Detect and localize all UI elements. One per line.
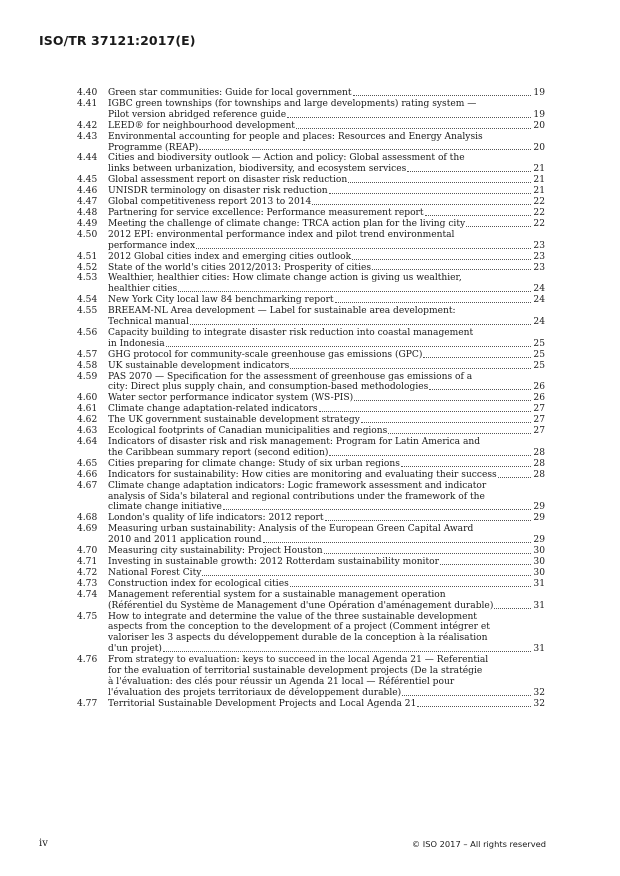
toc-entry-title-line: Capacity building to integrate disaster risk reduction into coastal management: [108, 327, 474, 338]
dot-leader: [353, 95, 532, 96]
toc-entry[interactable]: [77, 699, 545, 710]
dot-leader: [352, 259, 531, 260]
toc-entry[interactable]: [77, 404, 545, 415]
toc-entry-page: 22: [533, 197, 545, 208]
dot-leader: [407, 171, 531, 172]
dot-leader: [325, 520, 532, 521]
toc-entry-page: 26: [533, 393, 545, 404]
dot-leader: [402, 695, 531, 696]
toc-entry-number: 4.58: [77, 360, 98, 371]
toc-entry-number: 4.63: [77, 426, 98, 437]
table-of-contents: [77, 88, 545, 710]
toc-entry-number: 4.40: [77, 88, 98, 98]
toc-entry-page: 24: [533, 317, 545, 328]
toc-entry[interactable]: [77, 557, 545, 568]
toc-entry-title-line: New York City local law 84 benchmarking report: [108, 295, 334, 306]
toc-entry-title-line: Pilot version abridged reference guide: [108, 109, 287, 120]
toc-entry-page: 30: [533, 556, 545, 567]
toc-entry-title-line: Measuring city sustainability: Project Houston: [108, 546, 323, 557]
toc-entry-number: 4.52: [77, 262, 98, 273]
toc-entry-page: 22: [533, 207, 545, 218]
toc-entry-number: 4.73: [77, 578, 98, 589]
toc-entry-title-line: Cities and biodiversity outlook — Action and policy: Global assessment of the: [108, 153, 465, 164]
toc-entry-title-line: Wealthier, healthier cities: How climate change action is giving us wealthier,: [108, 273, 462, 284]
toc-entry-title-line: GHG protocol for community-scale greenhouse gas emissions (GPC): [108, 349, 423, 360]
toc-entry[interactable]: [77, 612, 545, 656]
toc-entry[interactable]: [77, 175, 545, 186]
toc-entry[interactable]: [77, 590, 545, 612]
toc-entry-number: 4.67: [77, 480, 98, 491]
toc-entry-title-line: climate change initiative: [108, 502, 222, 513]
toc-entry-page: 26: [533, 382, 545, 393]
toc-entry-title-line: Construction index for ecological cities: [108, 578, 289, 589]
toc-entry-title-line: (Référentiel du Système de Management d'une Opération d'aménagement durable): [108, 600, 494, 611]
toc-entry-page: 25: [533, 349, 545, 360]
toc-entry[interactable]: [77, 295, 545, 306]
toc-entry-number: 4.65: [77, 458, 98, 469]
page-number: iv: [39, 838, 48, 849]
toc-entry-page: 21: [533, 186, 545, 197]
page-footer: [39, 838, 546, 852]
toc-entry-title-line: d'un projet): [108, 644, 162, 655]
toc-entry-page: 21: [533, 175, 545, 186]
toc-entry-page: 23: [533, 262, 545, 273]
toc-entry-page: 32: [533, 687, 545, 698]
toc-entry-number: 4.61: [77, 404, 98, 415]
toc-entry-title-line: From strategy to evaluation: keys to succeed in the local Agenda 21 — Referential: [108, 655, 489, 666]
toc-entry-page: 19: [533, 88, 545, 98]
toc-entry-title-line: in Indonesia: [108, 338, 165, 349]
toc-entry-page: 23: [533, 240, 545, 251]
toc-entry-number: 4.60: [77, 393, 98, 404]
toc-entry-title-line: Water sector performance indicator system (WS-PIS): [108, 393, 354, 404]
toc-entry-title-line: State of the world's cities 2012/2013: Prosperity of cities: [108, 262, 372, 273]
toc-entry-title-line: Climate change adaptation indicators: Logic framework assessment and indicator: [108, 480, 487, 491]
toc-entry[interactable]: [77, 186, 545, 197]
toc-entry[interactable]: [77, 121, 545, 132]
toc-entry-number: 4.72: [77, 567, 98, 578]
dot-leader: [324, 553, 532, 554]
toc-entry-number: 4.57: [77, 349, 98, 360]
toc-entry-page: 20: [533, 142, 545, 153]
dot-leader: [329, 455, 531, 456]
toc-entry-title-line: Indicators for sustainability: How cities are monitoring and evaluating their success: [108, 469, 497, 480]
dot-leader: [466, 226, 531, 227]
toc-entry-page: 27: [533, 404, 545, 415]
toc-entry-number: 4.50: [77, 229, 98, 240]
toc-entry-title-line: Partnering for service excellence: Performance measurement report: [108, 207, 424, 218]
toc-entry-title-line: BREEAM-NL Area development — Label for sustainable area development:: [108, 306, 456, 317]
toc-entry-number: 4.70: [77, 546, 98, 557]
toc-entry-number: 4.59: [77, 371, 98, 382]
toc-entry[interactable]: [77, 579, 545, 590]
toc-entry-number: 4.45: [77, 175, 98, 186]
toc-entry[interactable]: [77, 415, 545, 426]
toc-entry-number: 4.66: [77, 469, 98, 480]
toc-entry-number: 4.51: [77, 251, 98, 262]
dot-leader: [199, 149, 531, 150]
toc-entry-title-line: Meeting the challenge of climate change: TRCA action plan for the living city: [108, 218, 466, 229]
toc-entry-page: 30: [533, 567, 545, 578]
toc-entry-page: 24: [533, 295, 545, 306]
dot-leader: [329, 193, 532, 194]
toc-entry-page: 19: [533, 109, 545, 120]
dot-leader: [401, 466, 532, 467]
toc-entry-page: 28: [533, 447, 545, 458]
toc-entry[interactable]: [77, 252, 545, 263]
toc-entry-page: 25: [533, 338, 545, 349]
toc-entry-title-line: Environmental accounting for people and places: Resources and Energy Analysis: [108, 131, 483, 142]
toc-entry-page: 29: [533, 535, 545, 546]
dot-leader: [335, 302, 532, 303]
toc-entry-title-line: à l'évaluation: des clés pour réussir un Agenda 21 local — Référentiel pour: [108, 676, 455, 687]
dot-leader: [190, 324, 532, 325]
dot-leader: [166, 346, 532, 347]
toc-entry-title-line: LEED® for neighbourhood development: [108, 120, 295, 131]
dot-leader: [290, 368, 531, 369]
dot-leader: [163, 651, 531, 652]
dot-leader: [354, 400, 531, 401]
toc-entry-number: 4.48: [77, 207, 98, 218]
dot-leader: [498, 477, 532, 478]
toc-entry-number: 4.46: [77, 186, 98, 197]
toc-entry-title-line: Programme (REAP): [108, 142, 199, 153]
dot-leader: [290, 586, 532, 587]
toc-entry-title-line: National Forest City: [108, 567, 202, 578]
toc-entry-number: 4.49: [77, 218, 98, 229]
toc-entry-title-line: How to integrate and determine the value of the three sustainable development: [108, 611, 477, 622]
toc-entry-page: 25: [533, 360, 545, 371]
toc-entry-number: 4.56: [77, 327, 98, 338]
toc-entry-title-line: healthier cities: [108, 284, 178, 295]
toc-entry-page: 29: [533, 513, 545, 524]
toc-entry-number: 4.62: [77, 415, 98, 426]
toc-entry-title-line: 2012 Global cities index and emerging cities outlook: [108, 251, 352, 262]
toc-entry-title-line: Territorial Sustainable Development Projects and Local Agenda 21: [108, 698, 417, 709]
toc-entry[interactable]: [77, 306, 545, 328]
toc-entry-page: 31: [533, 644, 545, 655]
toc-entry-title-line: Measuring urban sustainability: Analysis of the European Green Capital Award: [108, 524, 474, 535]
toc-entry-page: 31: [533, 578, 545, 589]
toc-entry[interactable]: [77, 524, 545, 546]
toc-entry-title-line: analysis of Sida's bilateral and regional contributions under the framework of the: [108, 491, 485, 502]
toc-entry-title-line: for the evaluation of territorial sustainable development projects (De la stratégie: [108, 666, 483, 677]
toc-entry-title-line: IGBC green townships (for townships and large developments) rating system —: [108, 98, 477, 109]
toc-entry-title-line: Ecological footprints of Canadian municipalities and regions: [108, 426, 388, 437]
toc-entry-page: 30: [533, 546, 545, 557]
toc-entry[interactable]: [77, 230, 545, 252]
toc-entry[interactable]: [77, 470, 545, 481]
toc-entry[interactable]: [77, 459, 545, 470]
toc-entry-page: 20: [533, 120, 545, 131]
dot-leader: [319, 411, 532, 412]
toc-entry-number: 4.74: [77, 589, 98, 600]
toc-entry-title-line: valoriser les 3 aspects du développement durable de la conception à la réalisation: [108, 633, 488, 644]
toc-entry-page: 29: [533, 502, 545, 513]
toc-entry-number: 4.54: [77, 295, 98, 306]
toc-entry[interactable]: [77, 372, 545, 394]
toc-entry-page: 28: [533, 458, 545, 469]
toc-entry-title-line: London's quality of life indicators: 2012 report: [108, 513, 324, 524]
dot-leader: [178, 291, 531, 292]
toc-entry[interactable]: [77, 153, 545, 175]
toc-entry-number: 4.43: [77, 131, 98, 142]
toc-entry[interactable]: [77, 481, 545, 514]
toc-entry-page: 23: [533, 251, 545, 262]
toc-entry[interactable]: [77, 88, 545, 99]
toc-entry[interactable]: [77, 99, 545, 121]
toc-entry[interactable]: [77, 208, 545, 219]
dot-leader: [423, 357, 531, 358]
toc-entry[interactable]: [77, 568, 545, 579]
toc-entry-number: 4.68: [77, 513, 98, 524]
dot-leader: [196, 248, 531, 249]
toc-entry-number: 4.71: [77, 556, 98, 567]
toc-entry-title-line: Indicators of disaster risk and risk management: Program for Latin America and: [108, 437, 481, 447]
toc-entry[interactable]: [77, 546, 545, 557]
dot-leader: [440, 564, 531, 565]
document-id-header: ISO/TR 37121:2017(E): [39, 33, 196, 48]
toc-entry-title-line: l'évaluation des projets territoriaux de développement durable): [108, 687, 402, 698]
toc-entry-number: 4.47: [77, 197, 98, 208]
toc-entry[interactable]: [77, 263, 545, 274]
toc-entry-page: 32: [533, 698, 545, 709]
toc-entry[interactable]: [77, 132, 545, 154]
toc-entry[interactable]: [77, 219, 545, 230]
toc-entry-page: 27: [533, 415, 545, 426]
toc-entry-title-line: links between urbanization, biodiversity, and ecosystem services: [108, 164, 407, 175]
toc-entry-number: 4.44: [77, 153, 98, 164]
toc-entry[interactable]: [77, 393, 545, 404]
toc-entry-title-line: Global competitiveness report 2013 to 2014: [108, 197, 312, 208]
toc-entry-title-line: city: Direct plus supply chain, and consumption-based methodologies: [108, 382, 429, 393]
toc-entry-number: 4.55: [77, 306, 98, 317]
toc-entry-title-line: UNISDR terminology on disaster risk reduction: [108, 186, 328, 197]
toc-entry-title-line: 2010 and 2011 application round: [108, 535, 262, 546]
toc-entry-title-line: performance index: [108, 240, 196, 251]
copyright-notice: © ISO 2017 – All rights reserved: [411, 839, 546, 849]
toc-entry[interactable]: [77, 426, 545, 437]
toc-entry-number: 4.77: [77, 698, 98, 709]
toc-entry[interactable]: [77, 655, 545, 699]
toc-entry[interactable]: [77, 350, 545, 361]
toc-entry-title-line: Climate change adaptation-related indicators: [108, 404, 318, 415]
dot-leader: [417, 706, 531, 707]
toc-entry[interactable]: [77, 328, 545, 350]
toc-entry-number: 4.42: [77, 120, 98, 131]
dot-leader: [287, 117, 531, 118]
dot-leader: [494, 608, 531, 609]
toc-entry-title-line: Green star communities: Guide for local government: [108, 88, 352, 98]
toc-entry-title-line: Management referential system for a sustainable management operation: [108, 589, 446, 600]
toc-entry-number: 4.64: [77, 437, 98, 447]
toc-entry-page: 28: [533, 469, 545, 480]
toc-entry-page: 21: [533, 164, 545, 175]
toc-entry[interactable]: [77, 437, 545, 459]
toc-entry-title-line: PAS 2070 — Specification for the assessment of greenhouse gas emissions of a: [108, 371, 473, 382]
toc-entry-page: 31: [533, 600, 545, 611]
dot-leader: [263, 542, 532, 543]
dot-leader: [296, 128, 531, 129]
toc-entry[interactable]: [77, 273, 545, 295]
dot-leader: [388, 433, 531, 434]
dot-leader: [202, 575, 531, 576]
toc-entry-number: 4.75: [77, 611, 98, 622]
toc-entry-number: 4.69: [77, 524, 98, 535]
toc-entry-title-line: aspects from the conception to the development of a project (Comment intégrer et: [108, 622, 490, 633]
toc-entry-page: 27: [533, 426, 545, 437]
toc-entry-title-line: Investing in sustainable growth: 2012 Rotterdam sustainability monitor: [108, 556, 439, 567]
toc-entry[interactable]: [77, 197, 545, 208]
toc-entry-page: 24: [533, 284, 545, 295]
toc-entry[interactable]: [77, 513, 545, 524]
dot-leader: [348, 182, 531, 183]
toc-entry-title-line: Global assessment report on disaster risk reduction: [108, 175, 348, 186]
toc-entry-number: 4.53: [77, 273, 98, 284]
toc-entry-title-line: Cities preparing for climate change: Study of six urban regions: [108, 458, 400, 469]
dot-leader: [425, 215, 532, 216]
toc-entry-title-line: Technical manual: [108, 317, 189, 328]
dot-leader: [429, 389, 531, 390]
dot-leader: [223, 509, 531, 510]
toc-entry-number: 4.41: [77, 98, 98, 109]
dot-leader: [312, 204, 531, 205]
dot-leader: [372, 269, 531, 270]
toc-entry-page: 22: [533, 218, 545, 229]
toc-entry-title-line: UK sustainable development indicators: [108, 360, 290, 371]
toc-entry-title-line: 2012 EPI: environmental performance index and pilot trend environmental: [108, 229, 455, 240]
toc-entry-number: 4.76: [77, 655, 98, 666]
toc-entry-title-line: the Caribbean summary report (second edition): [108, 447, 329, 458]
dot-leader: [361, 422, 532, 423]
toc-entry[interactable]: [77, 361, 545, 372]
toc-entry-title-line: The UK government sustainable development strategy: [108, 415, 360, 426]
